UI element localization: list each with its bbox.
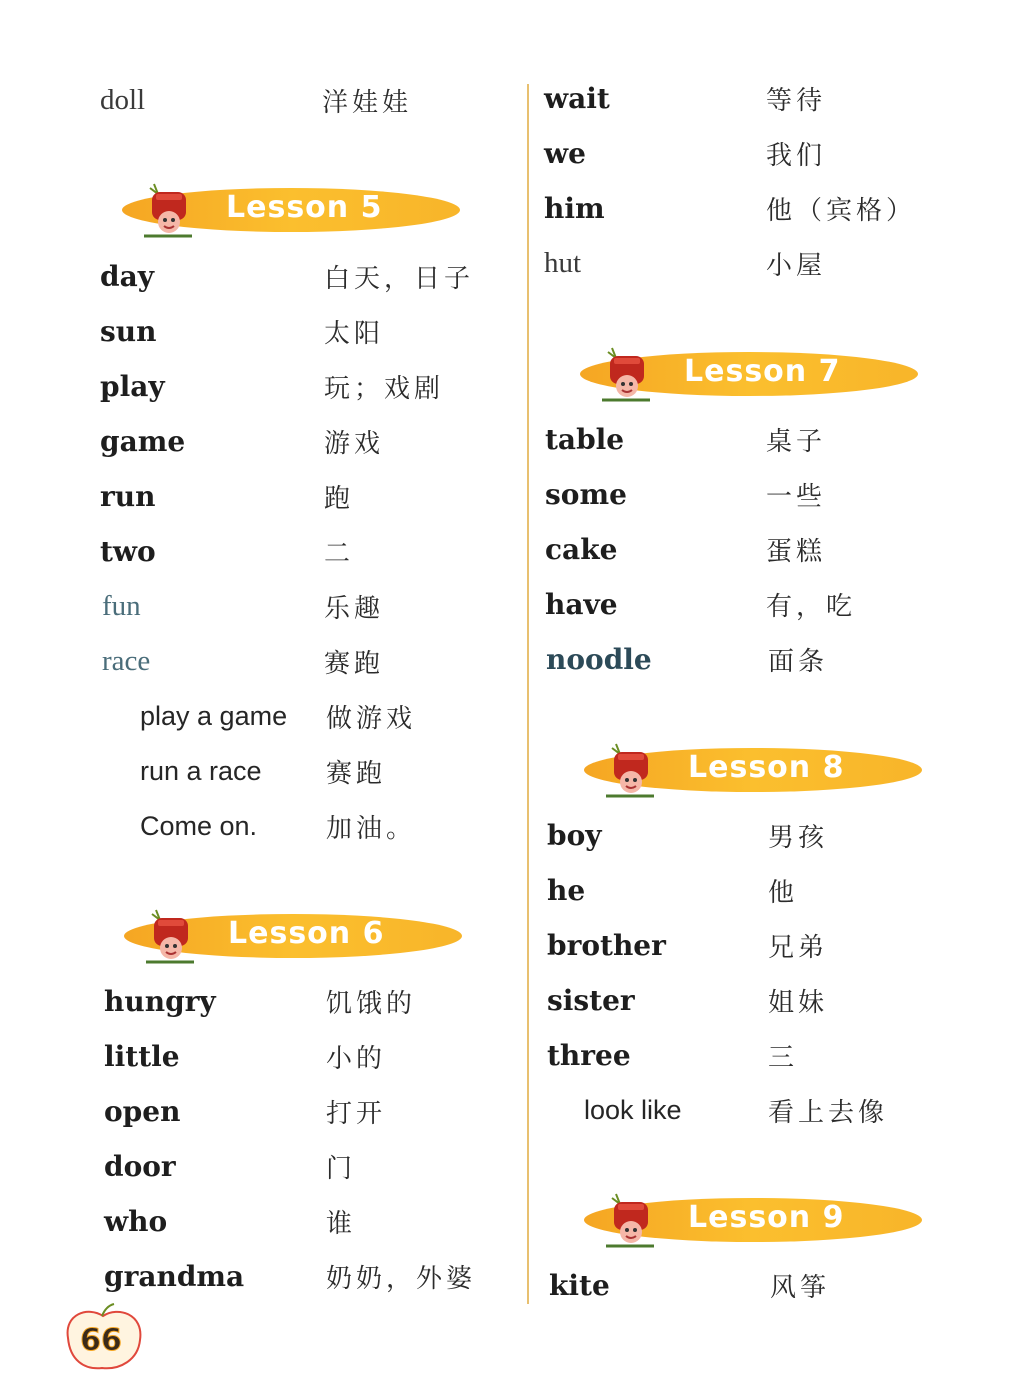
- word-cn: 游戏: [324, 428, 385, 459]
- word-cn: 打开: [326, 1098, 387, 1129]
- lesson-banner: [584, 1190, 924, 1248]
- word-en: run: [100, 479, 156, 513]
- word-en: he: [547, 873, 586, 907]
- phrase-cn: 赛跑: [326, 758, 387, 789]
- word-cn: 乐趣: [324, 593, 385, 624]
- word-cn: 蛋糕: [766, 536, 827, 567]
- word-cn: 风筝: [770, 1272, 831, 1303]
- word-en: game: [100, 424, 186, 458]
- word-en: who: [104, 1204, 168, 1238]
- mascot-icon: [142, 906, 198, 964]
- mascot-icon: [602, 1190, 658, 1248]
- word-en: open: [104, 1094, 181, 1128]
- word-cn: 姐妹: [768, 987, 829, 1018]
- word-en: little: [104, 1039, 180, 1073]
- lesson-banner: [584, 740, 924, 798]
- word-en: race: [102, 644, 151, 677]
- word-en: two: [100, 534, 156, 568]
- word-cn: 饥饿的: [326, 988, 417, 1019]
- word-cn: 小的: [326, 1043, 387, 1074]
- word-cn: 小屋: [766, 250, 827, 281]
- word-cn: 他（宾格）: [766, 195, 917, 226]
- word-cn: 奶奶，外婆: [326, 1263, 477, 1294]
- word-cn: 二: [324, 538, 355, 569]
- lesson-title: Lesson 7: [684, 354, 841, 389]
- page-number-badge: [58, 1302, 148, 1372]
- word-cn: 有，吃: [766, 591, 857, 622]
- word-cn: 三: [768, 1042, 799, 1073]
- word-en: boy: [547, 818, 602, 852]
- word-en: brother: [547, 928, 666, 962]
- word-en: sun: [100, 314, 157, 348]
- word-cn: 一些: [766, 481, 827, 512]
- word-en: three: [547, 1038, 631, 1072]
- phrase-en: look like: [584, 1094, 682, 1125]
- word-cn: 我们: [766, 140, 827, 171]
- word-en: day: [100, 259, 154, 293]
- word-en: table: [545, 422, 625, 456]
- lesson-title: Lesson 9: [688, 1200, 845, 1235]
- lesson-title: Lesson 8: [688, 750, 845, 785]
- word-en: kite: [549, 1268, 610, 1302]
- word-en: sister: [547, 983, 635, 1017]
- word-cn: 跑: [324, 483, 355, 514]
- mascot-icon: [140, 180, 196, 238]
- phrase-en: Come on.: [140, 810, 258, 841]
- word-en: door: [104, 1149, 176, 1183]
- word-en: play: [100, 369, 165, 403]
- word-cn: 面条: [768, 646, 829, 677]
- word-en: some: [545, 477, 627, 511]
- lesson-banner: [124, 906, 464, 964]
- word-cn: 谁: [326, 1208, 357, 1239]
- word-cn: 兄弟: [768, 932, 829, 963]
- word-en: cake: [545, 532, 618, 566]
- phrase-cn: 看上去像: [768, 1097, 889, 1128]
- phrase-cn: 加油。: [326, 813, 417, 844]
- lesson-title: Lesson 6: [228, 916, 385, 951]
- lesson-title: Lesson 5: [226, 190, 383, 225]
- page-number: 66: [80, 1323, 122, 1358]
- word-cn: 洋娃娃: [322, 87, 413, 118]
- word-cn: 桌子: [766, 426, 827, 457]
- word-cn: 等待: [766, 85, 827, 116]
- word-cn: 他: [768, 877, 799, 908]
- mascot-icon: [598, 344, 654, 402]
- word-en: we: [544, 136, 586, 170]
- phrase-en: play a game: [140, 700, 288, 731]
- word-en: noodle: [546, 642, 652, 676]
- mascot-icon: [602, 740, 658, 798]
- lesson-banner: [122, 180, 462, 238]
- lesson-banner: [580, 344, 920, 402]
- word-en: grandma: [104, 1259, 245, 1293]
- word-en: hungry: [104, 984, 216, 1018]
- word-cn: 太阳: [324, 318, 385, 349]
- word-cn: 赛跑: [324, 648, 385, 679]
- phrase-cn: 做游戏: [326, 703, 417, 734]
- column-divider: [527, 84, 529, 1304]
- word-en: wait: [544, 81, 610, 115]
- word-cn: 玩；戏剧: [324, 373, 445, 404]
- word-en: hut: [544, 246, 582, 279]
- word-cn: 白天，日子: [324, 263, 475, 294]
- word-en: have: [545, 587, 618, 621]
- word-cn: 男孩: [768, 822, 829, 853]
- phrase-en: run a race: [140, 755, 262, 786]
- word-cn: 门: [326, 1153, 357, 1184]
- word-en: fun: [102, 589, 141, 622]
- word-en: doll: [100, 83, 146, 116]
- word-en: him: [544, 191, 605, 225]
